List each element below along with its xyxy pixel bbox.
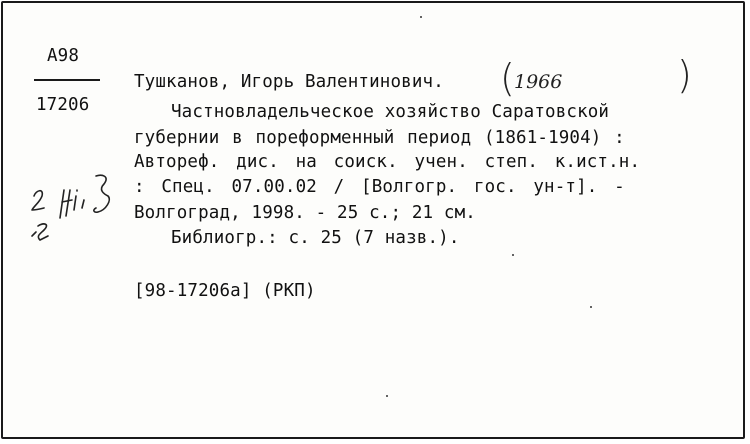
handwritten-year: 1966	[514, 71, 563, 93]
handwritten-margin-note	[18, 160, 128, 250]
handwritten-close-paren: )	[677, 53, 692, 97]
speck	[386, 395, 388, 397]
bibliography-line: Библиогр.: с. 25 (7 назв.).	[171, 228, 460, 248]
call-number: А98	[47, 46, 80, 66]
title-line-5: Волгоград, 1998. - 25 с.; 21 см.	[134, 203, 476, 223]
catalog-code: [98-17206а] (РКП)	[134, 281, 316, 301]
call-number-divider	[34, 79, 100, 81]
handwritten-open-paren: (	[500, 56, 515, 100]
author-line: Тушканов, Игорь Валентинович.	[134, 72, 444, 92]
record-number: 17206	[36, 95, 90, 115]
title-line-4: : Спец. 07.00.02 / [Волгогр. гос. ун-т]. -	[134, 177, 625, 197]
speck	[590, 306, 592, 308]
title-line-3: Автореф. дис. на соиск. учен. степ. к.ист.н.	[134, 152, 641, 172]
title-line-2: губернии в пореформенный период (1861-1904) :	[134, 128, 625, 148]
speck	[512, 254, 514, 256]
title-line-1: Частновладельческое хозяйство Саратовской	[171, 102, 610, 122]
speck	[420, 16, 422, 18]
